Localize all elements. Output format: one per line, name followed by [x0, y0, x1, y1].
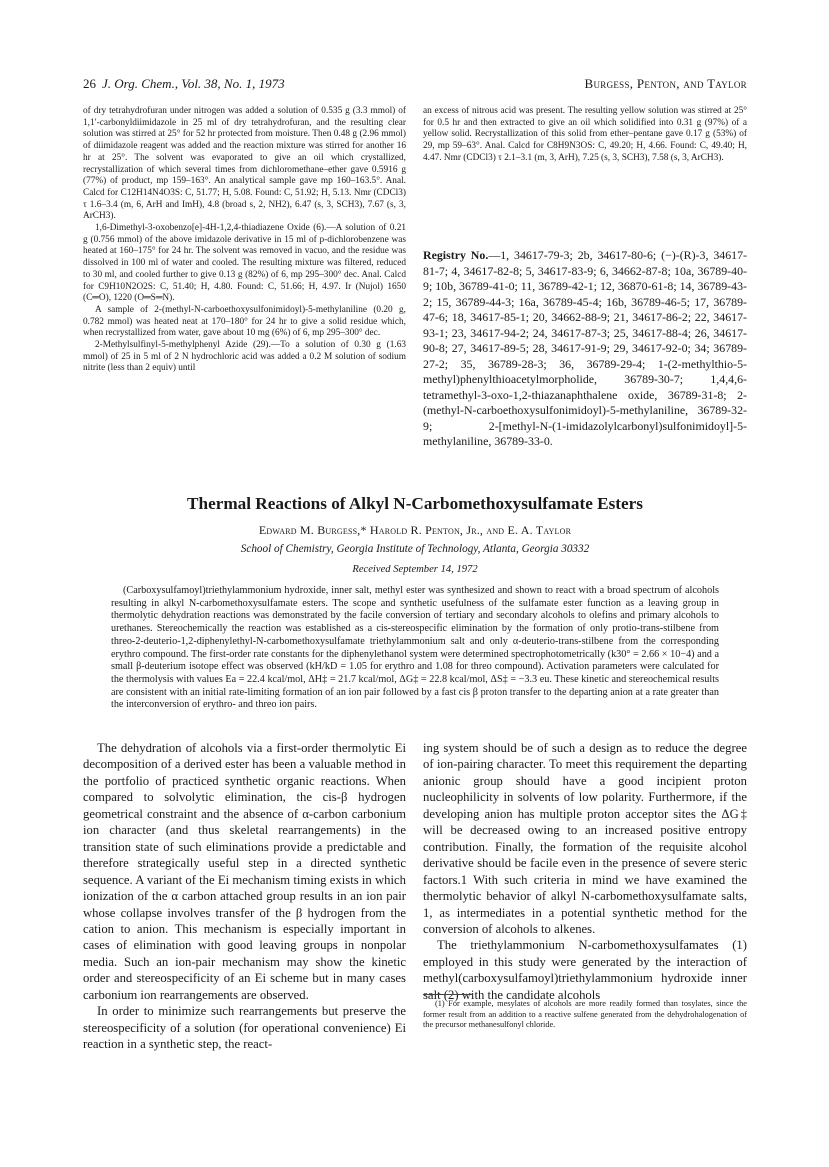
body-column-right [423, 740, 747, 1003]
affiliation: School of Chemistry, Georgia Institute of Technology, Atlanta, Georgia 30332 [240, 543, 590, 555]
running-head-left [83, 76, 285, 92]
running-head-authors: Burgess, Penton, and Taylor [584, 76, 747, 91]
body-paragraph: The triethylammonium N-carbomethoxysulfamates (1) employed in this study were generated by the interaction of methyl(carboxysulfamoyl)triethylammonium hydroxide inner salt (2) with the candidate alcohols [423, 938, 747, 1002]
article-authors: Edward M. Burgess,* Harold R. Penton, Jr., and E. A. Taylor [258, 523, 572, 537]
running-head [83, 76, 747, 94]
experimental-paragraph: A sample of 2-(methyl-N-carboethoxysulfonimidoyl)-5-methylaniline (0.20 g, 0.782 mmol) was heated neat at 170–180° for 24 hr to give a solid residue which, when recrystallized from water, gave about 10 mg (6%) of 6, mp 295–300° dec. [83, 304, 406, 339]
footnote-divider [423, 994, 473, 995]
received-date: Received September 14, 1972 [352, 564, 478, 575]
experimental-paragraph: of dry tetrahydrofuran under nitrogen was added a solution of 0.535 g (3.3 mmol) of 1,1′-carbonyldiimidazole in 25 ml of dry tetrahydrofuran, and the resulting clear solution was stirred at 25° for 52 hr protected from moisture. Then 0.48 g (2.96 mmol) of diimidazole reagent was added and the reaction mixture was stirred for another 16 hr at 25°. The solvent was evaporated to give an oil which crystallized, recrystallization of which several times from dichloromethane–ether gave 0.5916 g (77%) of product, mp 159–163°. An analytical sample gave mp 160–163.5°. Anal. Calcd for C12H14N4O3S: C, 51.77; H, 5.08. Found: C, 51.92; H, 5.13. Nmr (CDCl3) τ 1.6–3.4 (m, 6, ArH and ImH), 4.8 (broad s, 2, NH2), 6.47 (s, 3, SCH3), 7.67 (s, 3, ArCH3). [83, 106, 406, 222]
abstract [111, 585, 719, 712]
body-paragraph: ing system should be of such a design as to reduce the degree of ion-pairing character. To meet this requirement the departing anionic group should have a good incipient proton nucleophilicity in solvents of low polarity. Furthermore, if the developing anion has multiple proton acceptor sites the ΔG‡ will be decreased owing to an increased positive entropy contribution. Finally, the formation of the requisite alcohol derivative should be facile even in the presence of severe steric factors.1 With such criteria in mind we have examined the thermolytic behavior of alkyl N-carbomethoxysulfamate salts, 1, as intermediates in a potential synthetic method for the conversion of alcohols to alkenes. [423, 741, 747, 936]
experimental-paragraph: 2-Methylsulfinyl-5-methylphenyl Azide (29).—To a solution of 0.30 g (1.63 mmol) of 25 in 5 ml of 2 N hydrochloric acid was added a 0.2 M solution of sodium nitrite (less than 2 equiv) until [83, 340, 406, 374]
registry-label: Registry No. [423, 248, 489, 262]
footnote-text: (1) For example, mesylates of alcohols are more readily formed than tosylates, since the former result from an addition to a reactive sulfene generated from the dehydrohalogenation of the precursor methanesulfonyl chloride. [423, 999, 747, 1030]
registry-text: —1, 34617-79-3; 2b, 34617-80-6; (−)-(R)-3, 34617-81-7; 4, 34617-82-8; 5, 34617-83-9; 6, 34662-87-8; 10a, 36789-40-9; 10b, 36789-41-0; 11, 36789-42-1; 12, 36870-61-8; 14, 36789-43-2; 15, 36789-44-3; 16a, 36789-45-4; 16b, 36789-46-5; 17, 36789-47-6; 18, 34617-85-1; 20, 34662-88-9; 21, 34617-86-2; 22, 34617-93-1; 23, 34617-94-2; 24, 34617-87-3; 25, 34617-88-4; 26, 34617-90-8; 27, 34617-89-5; 28, 34617-91-9; 29, 34617-92-0; 34; 36789-27-2; 35, 36789-28-3; 36, 36789-29-4; 1-(2-methylthio-5-methyl)phenylthioacetylmorpholide, 36789-30-7; 1,4,4,6-tetramethyl-3-oxo-1,2-thiazanaphthalene oxide, 36789-31-8; 2-(methyl-N-carboethoxysulfonimidoyl)-5-methylaniline, 36789-32-9; 2-[methyl-N-(1-imidazolylcarbonyl)sulfonimidoyl]-5-methylaniline, 36789-33-0. [423, 248, 748, 448]
page-number: 26 [83, 76, 96, 91]
abstract-text: (Carboxysulfamoyl)triethylammonium hydroxide, inner salt, methyl ester was synthesized and shown to react with a broad spectrum of alcohols resulting in alkyl N-carbomethoxysulfamate esters. The scope and synthetic usefulness of the sulfamate ester function as a leaving group in thermolytic dehydration reactions was demonstrated by the facile conversion of tertiary and secondary alcohols to olefins and primary alcohols to urethanes. Stereochemically the reaction was established as a cis-stereospecific elimination by the formation of only protio-trans-stilbene from threo-2-deuterio-1,2-diphenylethyl-N-carbomethoxysulfamate triethylammonium salt and only α-deuterio-trans-stilbene from the corresponding erythro compound. The first-order rate constants for the diphenylethanol system were determined spectrophotometrically (k30° = 2.66 × 10−4) and a small β-deuterium isotope effect was observed (kH/kD = 1.05 for erythro and 1.08 for threo compound). Activation parameters were calculated for the thermolysis with values Ea = 22.4 kcal/mol, ΔH‡ = 21.7 kcal/mol, ΔG‡ = 22.8 kcal/mol, ΔS‡ = −3.3 eu. These kinetic and stereochemical results are consistent with an initial rate-limiting formation of an ion pair followed by a fast cis β proton transfer to the departing anion at a rate greater than the interconversion of erythro- and threo ion pairs. [111, 585, 719, 711]
experimental-paragraph: 1,6-Dimethyl-3-oxobenzo[e]-4H-1,2,4-thiadiazene Oxide (6).—A solution of 0.21 g (0.756 mmol) of the above imidazole derivative in 15 ml of p-dichlorobenzene was heated at 160–175° for 24 hr. The solvent was removed in vacuo, and the residue was dissolved in 100 ml of water and cooled. The resulting mixture was filtered, reduced to 30 ml, and cooled further to give 0.13 g (82%) of 6, mp 295–300° dec. Anal. Calcd for C9H10N2O2S: C, 51.40; H, 4.80. Found: C, 51.66; H, 4.97. Ir (Nujol) 1650 (C═O), 1220 (O═S═N). [83, 223, 406, 304]
body-paragraph: The dehydration of alcohols via a first-order thermolytic Ei decomposition of a derived ester has been a valuable method in the portfolio of practiced synthetic organic reactions. When compared to solvolytic elimination, the cis-β hydrogen geometrical constraint and the absence of α-carbon carbonium ion character (and thus skeletal rearrangements) in the transition state of such eliminations provide a predictable and therefore strategically useful step in a directed synthetic sequence. A variant of the Ei mechanism timing exists in which ionization of the α carbon attached group results in an ion pair whose collapse involves transfer of the β hydrogen from the cation to anion. This mechanism is especially important in cases of elimination with good leaving groups in nonpolar media. Such an ion-pair mechanism may show the kinetic order and stereospecificity of an Ei scheme but in many cases carbonium ion rearrangements are observed. [83, 741, 406, 1002]
experimental-column-left [83, 106, 406, 375]
experimental-paragraph: an excess of nitrous acid was present. The resulting yellow solution was stirred at 25° for 0.5 hr and then extracted to give an oil which solidified into 0.31 g (97%) of a yellow solid. Recrystallization of this solid from ether–pentane gave 0.17 g (53%) of 29, mp 59–63°. Anal. Calcd for C8H9N3OS: C, 49.20; H, 4.66. Found: C, 49.40; H, 4.47. Nmr (CDCl3) τ 2.1–3.1 (m, 3, ArH), 7.25 (s, 3, SCH3), 7.58 (s, 3, ArCH3). [423, 106, 747, 163]
body-paragraph: In order to minimize such rearrangements but preserve the stereospecificity of a solution (for operational convenience) Ei reaction in a synthetic step, the react- [83, 1004, 406, 1052]
article-title: Thermal Reactions of Alkyl N-Carbomethoxysulfamate Esters [187, 494, 643, 513]
journal-citation: J. Org. Chem., Vol. 38, No. 1, 1973 [102, 76, 285, 91]
body-column-left [83, 740, 406, 1053]
experimental-column-right [423, 106, 747, 165]
registry-numbers [423, 248, 747, 450]
footnote [423, 999, 747, 1031]
